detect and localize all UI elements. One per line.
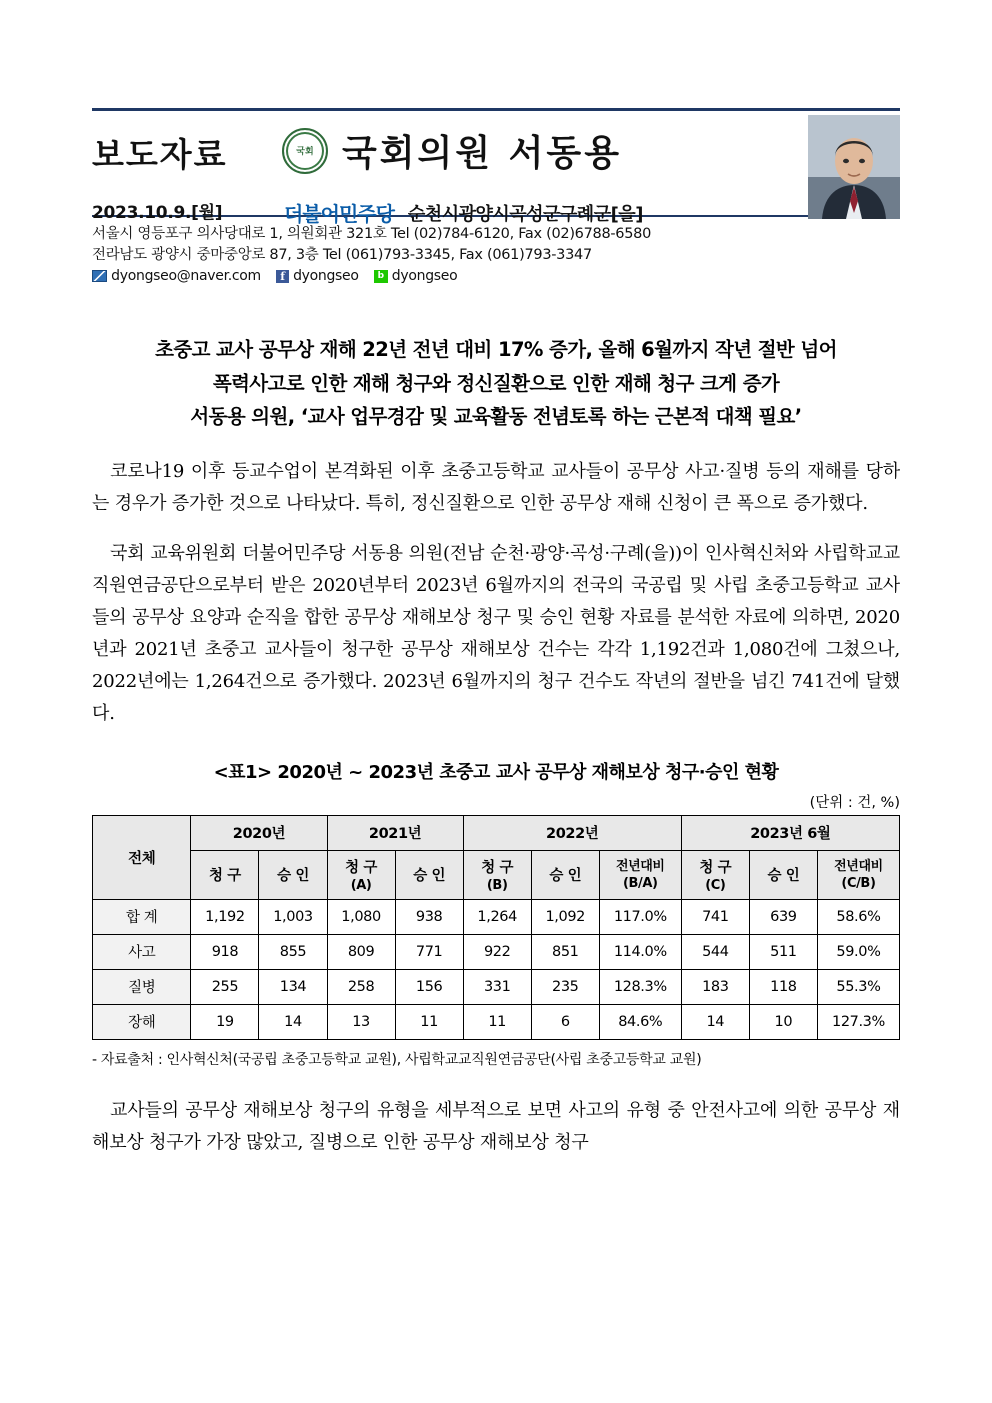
cell-disability-2021-approvals: 11 <box>395 1004 463 1039</box>
cell-total-2021-approvals: 938 <box>395 899 463 934</box>
letterhead-left <box>92 111 282 223</box>
headline-line-3: 서동용 의원, ‘교사 업무경감 및 교육활동 전념토록 하는 근본적 대책 필요’ <box>190 405 802 429</box>
subheader-2020-approvals: 승 인 <box>259 850 327 899</box>
headline-block <box>92 333 900 434</box>
row-label-illness: 질병 <box>93 969 191 1004</box>
body-text-continued <box>92 1095 900 1159</box>
party-logo: 더불어민주당 <box>284 202 394 226</box>
paragraph-3: 교사들의 공무상 재해보상 청구의 유형을 세부적으로 보면 사고의 유형 중 안전사고에 의한 공무상 재해보상 청구가 가장 많았고, 질병으로 인한 공무상 재해보상 청구 <box>92 1099 900 1153</box>
subheader-2022-approvals: 승 인 <box>531 850 599 899</box>
cell-accident-2022-approvals: 851 <box>531 934 599 969</box>
document-type-label: 보도자료 <box>92 135 228 174</box>
subheader-2022-yoy: 전년대비 (B/A) <box>599 850 681 899</box>
subheader-2022-claims: 청 구 (B) <box>463 850 531 899</box>
table-row <box>93 1004 900 1039</box>
national-assembly-emblem-icon: 국회 <box>282 128 328 174</box>
body-text <box>92 456 900 730</box>
cell-illness-2021-claims: 258 <box>327 969 395 1004</box>
cell-accident-2020-approvals: 855 <box>259 934 327 969</box>
member-name: 국회의원 서동용 <box>342 133 622 174</box>
cell-accident-2021-claims: 809 <box>327 934 395 969</box>
member-portrait-photo <box>808 115 900 219</box>
cell-accident-2023-claims: 544 <box>681 934 749 969</box>
mail-icon <box>92 270 107 282</box>
claims-approvals-table <box>92 815 900 1040</box>
cell-disability-2022-claims: 11 <box>463 1004 531 1039</box>
cell-disability-2022-approvals: 6 <box>531 1004 599 1039</box>
table-header-group-row <box>93 815 900 850</box>
cell-illness-2022-yoy: 128.3% <box>599 969 681 1004</box>
office-address-gwangyang: 전라남도 광양시 중마중앙로 87, 3층 Tel (061)793-3345, Fax (061)793-3347 <box>92 246 592 263</box>
group-header-2022: 2022년 <box>463 815 681 850</box>
subheader-2023-claims: 청 구 (C) <box>681 850 749 899</box>
cell-illness-2021-approvals: 156 <box>395 969 463 1004</box>
headline-line-2: 폭력사고로 인한 재해 청구와 정신질환으로 인한 재해 청구 크게 증가 <box>212 371 780 395</box>
cell-total-2021-claims: 1,080 <box>327 899 395 934</box>
letterhead-main <box>92 111 900 226</box>
email-address: dyongseo@naver.com <box>111 268 261 285</box>
paragraph-1: 코로나19 이후 등교수업이 본격화된 이후 초중고등학교 교사들이 공무상 사고·질병 등의 재해를 당하는 경우가 증가한 것으로 나타났다. 특히, 정신질환으로 인한 공무상 재해 신청이 큰 폭으로 증가했다. <box>92 460 900 514</box>
cell-illness-2020-approvals: 134 <box>259 969 327 1004</box>
group-header-2020: 2020년 <box>191 815 327 850</box>
cell-total-2023-claims: 741 <box>681 899 749 934</box>
table-corner-header: 전체 <box>93 815 191 899</box>
office-address-seoul: 서울시 영등포구 의사당대로 1, 의원회관 321호 Tel (02)784-6120, Fax (02)6788-6580 <box>92 226 652 242</box>
cell-illness-2023-yoy: 55.3% <box>817 969 899 1004</box>
cell-disability-2023-claims: 14 <box>681 1004 749 1039</box>
table-unit-note: (단위 : 건, %) <box>809 794 900 811</box>
cell-illness-2020-claims: 255 <box>191 969 259 1004</box>
email-contact[interactable] <box>92 267 261 287</box>
facebook-icon: f <box>276 270 289 283</box>
cell-illness-2022-approvals: 235 <box>531 969 599 1004</box>
contact-links-row <box>92 267 900 287</box>
cell-disability-2023-yoy: 127.3% <box>817 1004 899 1039</box>
cell-disability-2021-claims: 13 <box>327 1004 395 1039</box>
district-label: 순천시광양시곡성군구례군[을] <box>407 203 643 225</box>
cell-total-2022-claims: 1,264 <box>463 899 531 934</box>
cell-disability-2023-approvals: 10 <box>749 1004 817 1039</box>
cell-disability-2020-claims: 19 <box>191 1004 259 1039</box>
subheader-2021-approvals: 승 인 <box>395 850 463 899</box>
cell-total-2022-approvals: 1,092 <box>531 899 599 934</box>
blog-icon: b <box>374 270 388 283</box>
headline-line-1: 초중고 교사 공무상 재해 22년 전년 대비 17% 증가, 올해 6월까지 작년 절반 넘어 <box>155 338 837 362</box>
subheader-2023-approvals: 승 인 <box>749 850 817 899</box>
paragraph-2: 국회 교육위원회 더불어민주당 서동용 의원(전남 순천·광양·곡성·구례(을))이 인사혁신처와 사립학교교직원연금공단으로부터 받은 2020년부터 2023년 6월까지의 전국의 국공립 및 사립 초중고등학교 교사들의 공무상 요양과 순직을 합한 공무상 재해보상 청구 및 승인 현황 자료를 분석한 자료에 의하면, 2020년과 2021년 초중고 교사들이 청구한 공무상 재해보상 건수는 각각 1,192건과 1,080건에 그쳤으나, 2022년에는 1,264건으로 증가했다. 2023년 6월까지의 청구 건수도 작년의 절반을 넘긴 741건에 달했다. <box>92 542 900 724</box>
cell-disability-2022-yoy: 84.6% <box>599 1004 681 1039</box>
cell-accident-2023-yoy: 59.0% <box>817 934 899 969</box>
subheader-2020-claims: 청 구 <box>191 850 259 899</box>
cell-total-2020-approvals: 1,003 <box>259 899 327 934</box>
facebook-contact[interactable] <box>276 267 359 287</box>
subheader-2023-yoy: 전년대비 (C/B) <box>817 850 899 899</box>
press-release-date: 2023.10.9.[월] <box>92 203 223 223</box>
table-row <box>93 969 900 1004</box>
contact-block <box>92 217 900 287</box>
table-subheader-row <box>93 850 900 899</box>
cell-total-2023-approvals: 639 <box>749 899 817 934</box>
cell-accident-2022-yoy: 114.0% <box>599 934 681 969</box>
row-label-accident: 사고 <box>93 934 191 969</box>
cell-accident-2022-claims: 922 <box>463 934 531 969</box>
table-row <box>93 899 900 934</box>
letterhead <box>92 0 900 287</box>
facebook-handle: dyongseo <box>293 268 359 285</box>
cell-accident-2020-claims: 918 <box>191 934 259 969</box>
cell-illness-2023-claims: 183 <box>681 969 749 1004</box>
row-label-disability: 장해 <box>93 1004 191 1039</box>
blog-contact[interactable] <box>374 267 458 287</box>
cell-accident-2023-approvals: 511 <box>749 934 817 969</box>
group-header-2021: 2021년 <box>327 815 463 850</box>
cell-disability-2020-approvals: 14 <box>259 1004 327 1039</box>
table-row <box>93 934 900 969</box>
cell-total-2020-claims: 1,192 <box>191 899 259 934</box>
blog-handle: dyongseo <box>391 268 458 285</box>
cell-total-2023-yoy: 58.6% <box>817 899 899 934</box>
table-caption: <표1> 2020년 ~ 2023년 초중고 교사 공무상 재해보상 청구·승인 현황 <box>213 761 779 783</box>
cell-illness-2022-claims: 331 <box>463 969 531 1004</box>
table-source-note: - 자료출처 : 인사혁신처(국공립 초중고등학교 교원), 사립학교교직원연금공단(사립 초중고등학교 교원) <box>92 1051 702 1068</box>
row-label-total: 합 계 <box>93 899 191 934</box>
cell-total-2022-yoy: 117.0% <box>599 899 681 934</box>
group-header-2023: 2023년 6월 <box>681 815 899 850</box>
subheader-2021-claims: 청 구 (A) <box>327 850 395 899</box>
cell-illness-2023-approvals: 118 <box>749 969 817 1004</box>
cell-accident-2021-approvals: 771 <box>395 934 463 969</box>
